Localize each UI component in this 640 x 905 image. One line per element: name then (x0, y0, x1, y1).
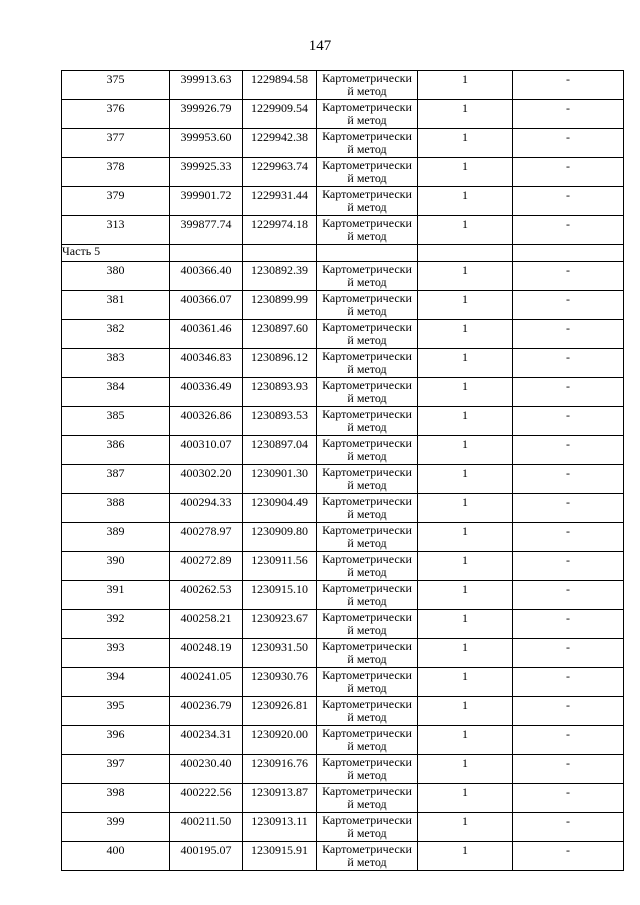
description-cell: - (513, 784, 624, 813)
method-line-1: Картометрически (322, 813, 412, 827)
accuracy-cell: 1 (418, 158, 513, 187)
accuracy-cell: 1 (418, 407, 513, 436)
accuracy-cell: 1 (418, 436, 513, 465)
method-cell (317, 158, 418, 187)
method-cell (317, 187, 418, 216)
method-cell (317, 610, 418, 639)
method-line-2: й метод (347, 565, 387, 579)
method-line-2: й метод (347, 855, 387, 869)
method-line-1: Картометрически (322, 100, 412, 114)
accuracy-cell: 1 (418, 71, 513, 100)
accuracy-cell: 1 (418, 291, 513, 320)
method-line-2: й метод (347, 681, 387, 695)
description-cell: - (513, 842, 624, 871)
x-coordinate-cell: 400302.20 (170, 465, 243, 494)
method-line-1: Картометрически (322, 697, 412, 711)
point-number-cell: 400 (62, 842, 170, 871)
method-line-2: й метод (347, 391, 387, 405)
method-line-1: Картометрически (322, 262, 412, 276)
x-coordinate-cell: 400222.56 (170, 784, 243, 813)
table-row (62, 291, 624, 320)
method-line-1: Картометрически (322, 581, 412, 595)
description-cell: - (513, 465, 624, 494)
accuracy-cell: 1 (418, 697, 513, 726)
point-number-cell: 397 (62, 755, 170, 784)
y-coordinate-cell: 1230920.00 (243, 726, 317, 755)
y-coordinate-cell: 1230923.67 (243, 610, 317, 639)
table-row (62, 349, 624, 378)
table-row (62, 71, 624, 100)
method-line-2: й метод (347, 304, 387, 318)
method-line-2: й метод (347, 739, 387, 753)
method-line-2: й метод (347, 449, 387, 463)
point-number-cell: 388 (62, 494, 170, 523)
table-row (62, 158, 624, 187)
point-number-cell: 391 (62, 581, 170, 610)
description-cell: - (513, 436, 624, 465)
accuracy-cell: 1 (418, 187, 513, 216)
coordinates-table-body (62, 71, 624, 871)
x-coordinate-cell: 400211.50 (170, 813, 243, 842)
accuracy-cell: 1 (418, 523, 513, 552)
accuracy-cell: 1 (418, 610, 513, 639)
method-line-1: Картометрически (322, 465, 412, 479)
empty-cell (170, 245, 243, 262)
x-coordinate-cell: 399926.79 (170, 100, 243, 129)
method-line-1: Картометрически (322, 378, 412, 392)
accuracy-cell: 1 (418, 320, 513, 349)
y-coordinate-cell: 1229909.54 (243, 100, 317, 129)
point-number-cell: 378 (62, 158, 170, 187)
y-coordinate-cell: 1229894.58 (243, 71, 317, 100)
method-line-1: Картометрически (322, 71, 412, 85)
description-cell: - (513, 407, 624, 436)
method-line-2: й метод (347, 200, 387, 214)
y-coordinate-cell: 1230893.93 (243, 378, 317, 407)
method-line-1: Картометрически (322, 187, 412, 201)
method-cell (317, 436, 418, 465)
table-row (62, 755, 624, 784)
table-row (62, 407, 624, 436)
description-cell: - (513, 129, 624, 158)
method-line-2: й метод (347, 333, 387, 347)
accuracy-cell: 1 (418, 378, 513, 407)
x-coordinate-cell: 400262.53 (170, 581, 243, 610)
description-cell: - (513, 320, 624, 349)
point-number-cell: 386 (62, 436, 170, 465)
method-cell (317, 494, 418, 523)
table-row (62, 320, 624, 349)
x-coordinate-cell: 400248.19 (170, 639, 243, 668)
accuracy-cell: 1 (418, 726, 513, 755)
method-cell (317, 100, 418, 129)
point-number-cell: 381 (62, 291, 170, 320)
description-cell: - (513, 71, 624, 100)
point-number-cell: 384 (62, 378, 170, 407)
y-coordinate-cell: 1230897.60 (243, 320, 317, 349)
method-line-1: Картометрически (322, 639, 412, 653)
method-line-1: Картометрически (322, 436, 412, 450)
method-line-2: й метод (347, 275, 387, 289)
method-line-1: Картометрически (322, 320, 412, 334)
accuracy-cell: 1 (418, 100, 513, 129)
description-cell: - (513, 262, 624, 291)
description-cell: - (513, 349, 624, 378)
table-row (62, 726, 624, 755)
x-coordinate-cell: 400294.33 (170, 494, 243, 523)
section-label: Часть 5 (62, 245, 170, 262)
point-number-cell: 313 (62, 216, 170, 245)
y-coordinate-cell: 1229931.44 (243, 187, 317, 216)
point-number-cell: 389 (62, 523, 170, 552)
accuracy-cell: 1 (418, 755, 513, 784)
x-coordinate-cell: 399953.60 (170, 129, 243, 158)
point-number-cell: 380 (62, 262, 170, 291)
method-line-2: й метод (347, 536, 387, 550)
x-coordinate-cell: 399901.72 (170, 187, 243, 216)
method-line-2: й метод (347, 84, 387, 98)
method-cell (317, 755, 418, 784)
x-coordinate-cell: 400234.31 (170, 726, 243, 755)
method-cell (317, 407, 418, 436)
table-row (62, 842, 624, 871)
y-coordinate-cell: 1230897.04 (243, 436, 317, 465)
y-coordinate-cell: 1230930.76 (243, 668, 317, 697)
table-row (62, 465, 624, 494)
point-number-cell: 387 (62, 465, 170, 494)
y-coordinate-cell: 1230896.12 (243, 349, 317, 378)
empty-cell (418, 245, 513, 262)
y-coordinate-cell: 1229942.38 (243, 129, 317, 158)
description-cell: - (513, 158, 624, 187)
accuracy-cell: 1 (418, 842, 513, 871)
method-cell (317, 216, 418, 245)
x-coordinate-cell: 400346.83 (170, 349, 243, 378)
method-line-2: й метод (347, 478, 387, 492)
y-coordinate-cell: 1230892.39 (243, 262, 317, 291)
table-row (62, 262, 624, 291)
accuracy-cell: 1 (418, 639, 513, 668)
point-number-cell: 382 (62, 320, 170, 349)
description-cell: - (513, 755, 624, 784)
point-number-cell: 375 (62, 71, 170, 100)
method-cell (317, 262, 418, 291)
empty-cell (243, 245, 317, 262)
y-coordinate-cell: 1230909.80 (243, 523, 317, 552)
x-coordinate-cell: 400241.05 (170, 668, 243, 697)
accuracy-cell: 1 (418, 813, 513, 842)
x-coordinate-cell: 399913.63 (170, 71, 243, 100)
method-line-2: й метод (347, 362, 387, 376)
method-cell (317, 668, 418, 697)
accuracy-cell: 1 (418, 581, 513, 610)
point-number-cell: 395 (62, 697, 170, 726)
empty-cell (513, 245, 624, 262)
method-line-1: Картометрически (322, 494, 412, 508)
table-row (62, 494, 624, 523)
method-line-2: й метод (347, 652, 387, 666)
method-line-1: Картометрически (322, 523, 412, 537)
table-row (62, 639, 624, 668)
x-coordinate-cell: 400236.79 (170, 697, 243, 726)
x-coordinate-cell: 400272.89 (170, 552, 243, 581)
y-coordinate-cell: 1229963.74 (243, 158, 317, 187)
x-coordinate-cell: 400326.86 (170, 407, 243, 436)
description-cell: - (513, 552, 624, 581)
x-coordinate-cell: 400195.07 (170, 842, 243, 871)
description-cell: - (513, 187, 624, 216)
description-cell: - (513, 668, 624, 697)
accuracy-cell: 1 (418, 465, 513, 494)
method-line-2: й метод (347, 113, 387, 127)
method-cell (317, 639, 418, 668)
description-cell: - (513, 581, 624, 610)
x-coordinate-cell: 400278.97 (170, 523, 243, 552)
x-coordinate-cell: 400258.21 (170, 610, 243, 639)
point-number-cell: 393 (62, 639, 170, 668)
description-cell: - (513, 291, 624, 320)
y-coordinate-cell: 1230915.91 (243, 842, 317, 871)
method-line-2: й метод (347, 710, 387, 724)
method-cell (317, 320, 418, 349)
coordinates-table (61, 70, 624, 871)
point-number-cell: 377 (62, 129, 170, 158)
y-coordinate-cell: 1230915.10 (243, 581, 317, 610)
method-line-1: Картометрически (322, 291, 412, 305)
accuracy-cell: 1 (418, 552, 513, 581)
y-coordinate-cell: 1230931.50 (243, 639, 317, 668)
method-cell (317, 581, 418, 610)
table-row (62, 581, 624, 610)
method-line-1: Картометрически (322, 668, 412, 682)
method-line-1: Картометрически (322, 407, 412, 421)
accuracy-cell: 1 (418, 216, 513, 245)
x-coordinate-cell: 400366.07 (170, 291, 243, 320)
description-cell: - (513, 639, 624, 668)
empty-cell (317, 245, 418, 262)
point-number-cell: 392 (62, 610, 170, 639)
y-coordinate-cell: 1230911.56 (243, 552, 317, 581)
method-line-2: й метод (347, 507, 387, 521)
point-number-cell: 376 (62, 100, 170, 129)
description-cell: - (513, 378, 624, 407)
method-line-1: Картометрически (322, 129, 412, 143)
accuracy-cell: 1 (418, 349, 513, 378)
x-coordinate-cell: 399877.74 (170, 216, 243, 245)
point-number-cell: 398 (62, 784, 170, 813)
y-coordinate-cell: 1230899.99 (243, 291, 317, 320)
table-row (62, 784, 624, 813)
method-cell (317, 378, 418, 407)
table-row (62, 697, 624, 726)
point-number-cell: 394 (62, 668, 170, 697)
y-coordinate-cell: 1230901.30 (243, 465, 317, 494)
method-cell (317, 465, 418, 494)
method-cell (317, 552, 418, 581)
table-row (62, 813, 624, 842)
point-number-cell: 379 (62, 187, 170, 216)
accuracy-cell: 1 (418, 129, 513, 158)
point-number-cell: 396 (62, 726, 170, 755)
method-line-1: Картометрически (322, 842, 412, 856)
table-row (62, 523, 624, 552)
method-line-2: й метод (347, 594, 387, 608)
method-line-1: Картометрически (322, 158, 412, 172)
method-cell (317, 726, 418, 755)
description-cell: - (513, 523, 624, 552)
accuracy-cell: 1 (418, 494, 513, 523)
page-number: 147 (308, 38, 332, 54)
table-row (62, 129, 624, 158)
description-cell: - (513, 610, 624, 639)
y-coordinate-cell: 1230913.87 (243, 784, 317, 813)
method-cell (317, 523, 418, 552)
section-row (62, 245, 624, 262)
method-cell (317, 784, 418, 813)
table-row (62, 378, 624, 407)
table-row (62, 187, 624, 216)
description-cell: - (513, 813, 624, 842)
y-coordinate-cell: 1230916.76 (243, 755, 317, 784)
y-coordinate-cell: 1230913.11 (243, 813, 317, 842)
x-coordinate-cell: 400366.40 (170, 262, 243, 291)
description-cell: - (513, 216, 624, 245)
table-row (62, 552, 624, 581)
x-coordinate-cell: 400310.07 (170, 436, 243, 465)
method-cell (317, 71, 418, 100)
table-row (62, 100, 624, 129)
method-line-2: й метод (347, 142, 387, 156)
method-line-2: й метод (347, 171, 387, 185)
method-cell (317, 842, 418, 871)
description-cell: - (513, 697, 624, 726)
point-number-cell: 399 (62, 813, 170, 842)
method-line-2: й метод (347, 826, 387, 840)
method-cell (317, 813, 418, 842)
description-cell: - (513, 100, 624, 129)
method-line-2: й метод (347, 420, 387, 434)
accuracy-cell: 1 (418, 668, 513, 697)
method-cell (317, 697, 418, 726)
method-line-1: Картометрически (322, 610, 412, 624)
method-line-1: Картометрически (322, 755, 412, 769)
point-number-cell: 385 (62, 407, 170, 436)
table-row (62, 610, 624, 639)
accuracy-cell: 1 (418, 784, 513, 813)
x-coordinate-cell: 399925.33 (170, 158, 243, 187)
method-line-1: Картометрически (322, 349, 412, 363)
method-cell (317, 291, 418, 320)
method-line-2: й метод (347, 797, 387, 811)
y-coordinate-cell: 1230926.81 (243, 697, 317, 726)
table-row (62, 436, 624, 465)
accuracy-cell: 1 (418, 262, 513, 291)
method-line-2: й метод (347, 768, 387, 782)
x-coordinate-cell: 400336.49 (170, 378, 243, 407)
y-coordinate-cell: 1230904.49 (243, 494, 317, 523)
table-row (62, 216, 624, 245)
point-number-cell: 383 (62, 349, 170, 378)
point-number-cell: 390 (62, 552, 170, 581)
x-coordinate-cell: 400230.40 (170, 755, 243, 784)
method-line-1: Картометрически (322, 552, 412, 566)
description-cell: - (513, 726, 624, 755)
method-line-1: Картометрически (322, 216, 412, 230)
table-row (62, 668, 624, 697)
y-coordinate-cell: 1229974.18 (243, 216, 317, 245)
method-line-2: й метод (347, 229, 387, 243)
method-line-1: Картометрически (322, 726, 412, 740)
method-cell (317, 129, 418, 158)
x-coordinate-cell: 400361.46 (170, 320, 243, 349)
method-line-1: Картометрически (322, 784, 412, 798)
y-coordinate-cell: 1230893.53 (243, 407, 317, 436)
method-cell (317, 349, 418, 378)
method-line-2: й метод (347, 623, 387, 637)
description-cell: - (513, 494, 624, 523)
